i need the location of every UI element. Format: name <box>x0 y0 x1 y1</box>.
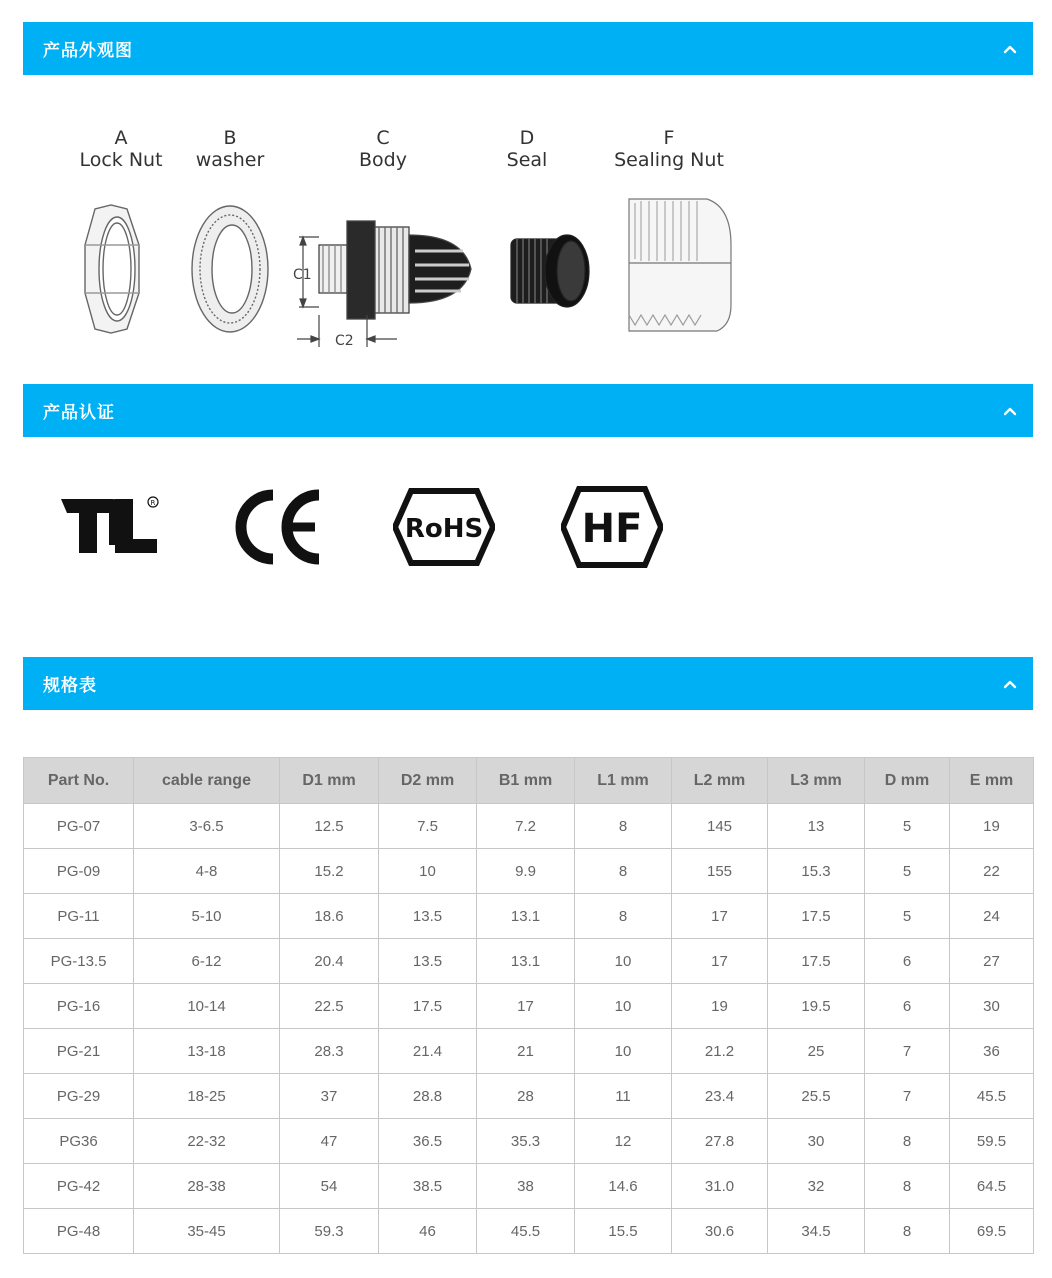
table-cell: 30 <box>950 984 1034 1029</box>
table-cell: 30 <box>768 1119 865 1164</box>
table-cell: 10 <box>575 984 672 1029</box>
column-header: Part No. <box>24 758 134 804</box>
table-cell: PG36 <box>24 1119 134 1164</box>
table-cell: 19 <box>950 804 1034 849</box>
rohs-badge-icon <box>393 487 495 567</box>
table-cell: 7.2 <box>477 804 575 849</box>
table-cell: 38.5 <box>379 1164 477 1209</box>
table-cell: 27.8 <box>672 1119 768 1164</box>
table-cell: 19.5 <box>768 984 865 1029</box>
table-cell: 36 <box>950 1029 1034 1074</box>
table-cell: 17.5 <box>768 894 865 939</box>
parts-drawing <box>23 75 1033 384</box>
column-header: D mm <box>865 758 950 804</box>
table-cell: 24 <box>950 894 1034 939</box>
table-cell: 25 <box>768 1029 865 1074</box>
table-cell: 17 <box>672 894 768 939</box>
table-cell: 7 <box>865 1029 950 1074</box>
table-cell: 47 <box>280 1119 379 1164</box>
table-cell: 3-6.5 <box>134 804 280 849</box>
column-header: E mm <box>950 758 1034 804</box>
hf-text: HF <box>581 506 643 552</box>
lock-nut-drawing <box>85 205 139 333</box>
table-cell: 28-38 <box>134 1164 280 1209</box>
section-title: 产品外观图 <box>43 41 133 61</box>
table-cell: 12.5 <box>280 804 379 849</box>
c1-label: C1 <box>293 267 312 283</box>
table-cell: 30.6 <box>672 1209 768 1254</box>
table-cell: 7.5 <box>379 804 477 849</box>
exploded-view <box>23 75 1033 384</box>
table-cell: 45.5 <box>477 1209 575 1254</box>
sealing-nut-drawing <box>629 199 731 331</box>
column-header: L2 mm <box>672 758 768 804</box>
table-cell: PG-13.5 <box>24 939 134 984</box>
section-header-spec[interactable] <box>23 657 1033 710</box>
table-cell: 35-45 <box>134 1209 280 1254</box>
table-row <box>24 984 1034 1029</box>
part-label-a: A Lock Nut <box>79 127 163 171</box>
table-cell: 31.0 <box>672 1164 768 1209</box>
table-cell: 36.5 <box>379 1119 477 1164</box>
table-cell: 45.5 <box>950 1074 1034 1119</box>
table-cell: 28.3 <box>280 1029 379 1074</box>
table-cell: PG-48 <box>24 1209 134 1254</box>
table-cell: 17 <box>672 939 768 984</box>
table-cell: 15.2 <box>280 849 379 894</box>
table-cell: PG-29 <box>24 1074 134 1119</box>
table-cell: 25.5 <box>768 1074 865 1119</box>
table-row <box>24 1074 1034 1119</box>
section-title: 产品认证 <box>43 403 115 423</box>
section-header-certification[interactable] <box>23 384 1033 437</box>
table-cell: 14.6 <box>575 1164 672 1209</box>
column-header: D1 mm <box>280 758 379 804</box>
table-cell: 9.9 <box>477 849 575 894</box>
table-cell: 27 <box>950 939 1034 984</box>
table-cell: PG-42 <box>24 1164 134 1209</box>
table-cell: 46 <box>379 1209 477 1254</box>
table-cell: 17.5 <box>768 939 865 984</box>
chevron-up-icon[interactable] <box>1003 406 1017 416</box>
table-cell: 22-32 <box>134 1119 280 1164</box>
table-cell: 64.5 <box>950 1164 1034 1209</box>
c2-label: C2 <box>335 333 354 349</box>
table-cell: 12 <box>575 1119 672 1164</box>
body-drawing <box>319 221 471 319</box>
table-row <box>24 1029 1034 1074</box>
table-cell: 8 <box>575 849 672 894</box>
certification-logos <box>23 437 1033 657</box>
table-cell: 22 <box>950 849 1034 894</box>
svg-text:R: R <box>150 499 156 507</box>
table-cell: 10 <box>575 1029 672 1074</box>
table-cell: 8 <box>865 1119 950 1164</box>
table-row <box>24 849 1034 894</box>
table-row <box>24 1164 1034 1209</box>
table-cell: 10 <box>575 939 672 984</box>
hf-badge-icon <box>561 485 663 569</box>
table-cell: 6 <box>865 939 950 984</box>
table-cell: 5-10 <box>134 894 280 939</box>
table-cell: 11 <box>575 1074 672 1119</box>
rohs-text: RoHS <box>404 514 484 544</box>
table-cell: PG-07 <box>24 804 134 849</box>
seal-drawing <box>511 235 589 307</box>
table-cell: 34.5 <box>768 1209 865 1254</box>
table-row <box>24 1209 1034 1254</box>
column-header: L1 mm <box>575 758 672 804</box>
table-cell: 7 <box>865 1074 950 1119</box>
table-cell: 21.4 <box>379 1029 477 1074</box>
table-cell: 13.1 <box>477 939 575 984</box>
table-cell: 59.5 <box>950 1119 1034 1164</box>
table-cell: 6 <box>865 984 950 1029</box>
table-cell: 23.4 <box>672 1074 768 1119</box>
table-cell: PG-16 <box>24 984 134 1029</box>
table-cell: 15.3 <box>768 849 865 894</box>
table-cell: 10-14 <box>134 984 280 1029</box>
table-cell: 17 <box>477 984 575 1029</box>
table-cell: 59.3 <box>280 1209 379 1254</box>
column-header: cable range <box>134 758 280 804</box>
table-cell: 6-12 <box>134 939 280 984</box>
table-cell: 17.5 <box>379 984 477 1029</box>
table-cell: 21.2 <box>672 1029 768 1074</box>
column-header: L3 mm <box>768 758 865 804</box>
part-label-b: B washer <box>195 127 265 171</box>
table-cell: 13-18 <box>134 1029 280 1074</box>
table-cell: PG-09 <box>24 849 134 894</box>
table-cell: 4-8 <box>134 849 280 894</box>
table-row <box>24 1119 1034 1164</box>
table-cell: PG-21 <box>24 1029 134 1074</box>
table-cell: 8 <box>575 804 672 849</box>
table-cell: 35.3 <box>477 1119 575 1164</box>
table-cell: 15.5 <box>575 1209 672 1254</box>
ce-mark-icon <box>229 489 323 565</box>
table-cell: 13.5 <box>379 894 477 939</box>
table-cell: 19 <box>672 984 768 1029</box>
part-label-f: F Sealing Nut <box>614 127 724 171</box>
table-cell: PG-11 <box>24 894 134 939</box>
table-cell: 21 <box>477 1029 575 1074</box>
column-header: B1 mm <box>477 758 575 804</box>
table-cell: 28 <box>477 1074 575 1119</box>
section-title: 规格表 <box>43 676 97 696</box>
table-cell: 20.4 <box>280 939 379 984</box>
table-cell: 28.8 <box>379 1074 477 1119</box>
table-row <box>24 939 1034 984</box>
table-row <box>24 804 1034 849</box>
table-cell: 8 <box>865 1164 950 1209</box>
spec-table <box>23 757 1034 1254</box>
column-header: D2 mm <box>379 758 477 804</box>
table-cell: 8 <box>865 1209 950 1254</box>
part-label-d: D Seal <box>506 127 548 171</box>
table-cell: 18-25 <box>134 1074 280 1119</box>
table-header-row <box>24 758 1034 804</box>
table-cell: 54 <box>280 1164 379 1209</box>
ul-logo-icon <box>57 493 167 559</box>
table-cell: 155 <box>672 849 768 894</box>
table-cell: 13 <box>768 804 865 849</box>
table-cell: 10 <box>379 849 477 894</box>
section-header-appearance[interactable] <box>23 22 1033 75</box>
table-cell: 13.5 <box>379 939 477 984</box>
chevron-up-icon[interactable] <box>1003 679 1017 689</box>
table-cell: 18.6 <box>280 894 379 939</box>
table-cell: 38 <box>477 1164 575 1209</box>
washer-drawing <box>192 206 268 332</box>
table-cell: 5 <box>865 849 950 894</box>
table-cell: 145 <box>672 804 768 849</box>
table-cell: 32 <box>768 1164 865 1209</box>
chevron-up-icon[interactable] <box>1003 44 1017 54</box>
table-cell: 13.1 <box>477 894 575 939</box>
table-cell: 8 <box>575 894 672 939</box>
table-row <box>24 894 1034 939</box>
part-label-c: C Body <box>359 127 407 171</box>
table-cell: 5 <box>865 894 950 939</box>
table-cell: 37 <box>280 1074 379 1119</box>
table-cell: 5 <box>865 804 950 849</box>
table-cell: 69.5 <box>950 1209 1034 1254</box>
table-cell: 22.5 <box>280 984 379 1029</box>
